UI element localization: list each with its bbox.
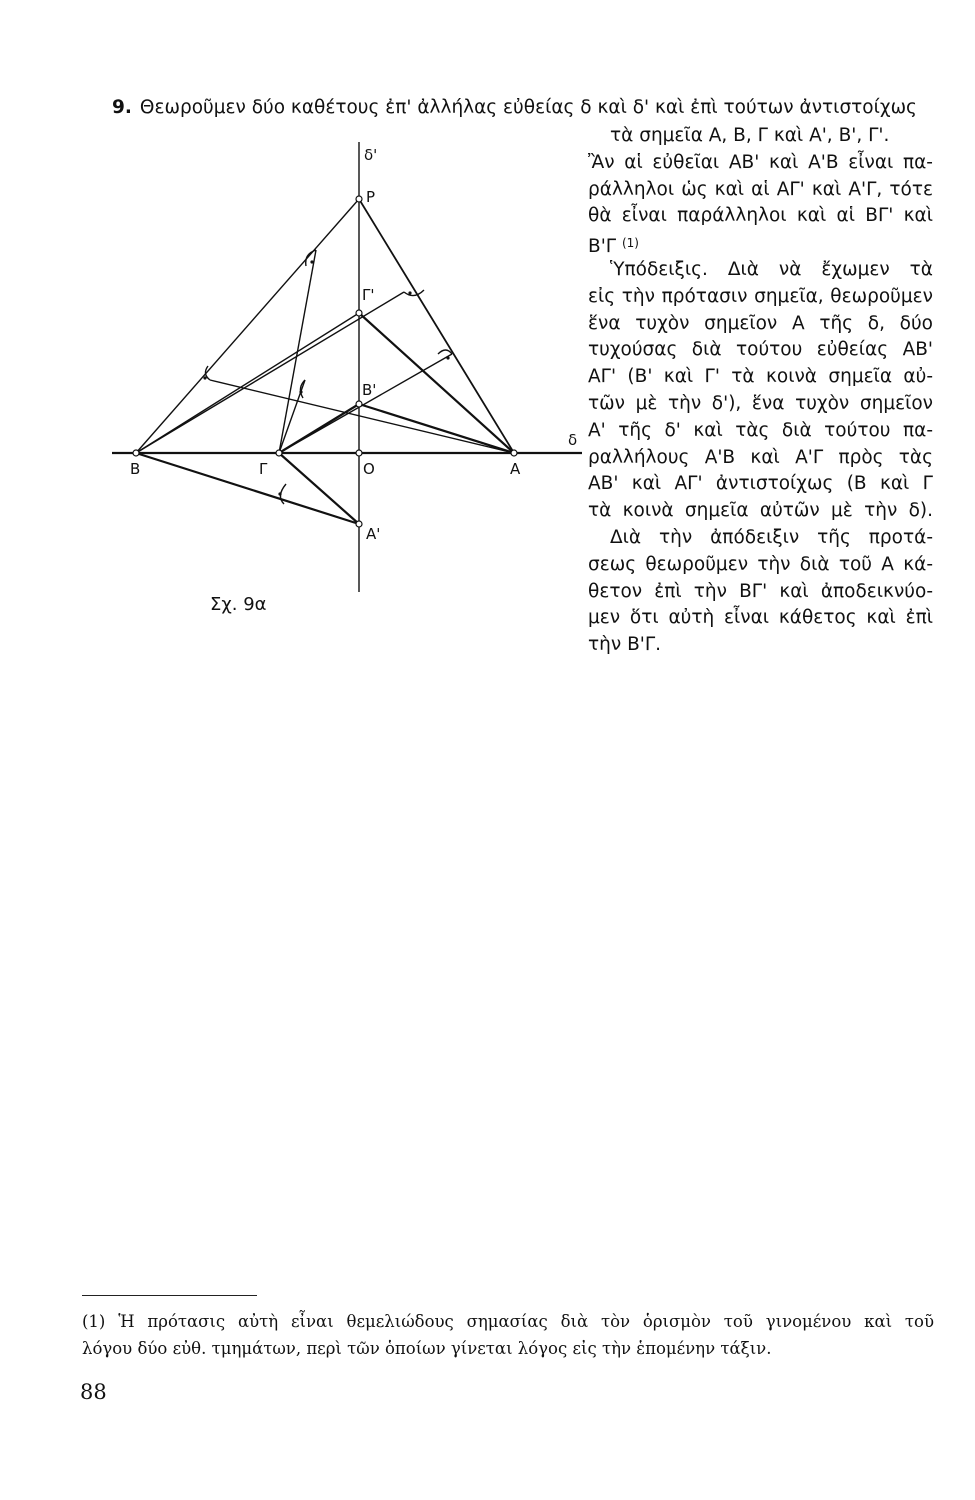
figure-caption: Σχ. 9α — [210, 594, 267, 615]
text-line: ραλλήλους Α'Β καὶ Α'Γ πρὸς τὰς — [588, 446, 933, 468]
point-B-prime — [356, 401, 362, 407]
text-line: Ἂν αἱ εὐθεῖαι ΑΒ' καὶ Α'Β εἶναι πα- — [588, 151, 933, 173]
perpendicular-G-to-PB — [279, 250, 316, 453]
text-line: τῶν μὲ τὴν δ'), ἕνα τυχὸν σημεῖον — [588, 392, 933, 414]
problem-text-column — [588, 123, 933, 659]
text-line: ΑΒ' καὶ ΑΓ' ἀντιστοίχως (Β καὶ Γ — [588, 473, 933, 495]
segment-A-prime-G — [279, 453, 359, 524]
segment-AG-prime — [359, 313, 514, 453]
segment-PB — [136, 199, 359, 453]
segment-PA — [359, 199, 514, 453]
label-A: Α — [510, 460, 521, 478]
point-G-prime — [356, 310, 362, 316]
label-G-prime: Γ' — [362, 286, 375, 304]
text-line: ΑΓ' (Β' καὶ Γ' τὰ κοινὰ σημεῖα αὐ- — [588, 366, 933, 388]
perpendicular-B-to-PA — [136, 292, 404, 453]
point-B — [133, 450, 139, 456]
segment-AB-prime — [359, 404, 514, 453]
text-line-content: Β'Γ — [588, 236, 617, 258]
label-d-prime: δ' — [364, 146, 378, 164]
point-P — [356, 196, 362, 202]
label-G: Γ — [259, 460, 268, 478]
text-line: Διὰ τὴν ἀπόδειξιν τῆς προτά- — [610, 526, 933, 548]
text-line: ράλληλοι ὡς καὶ αἱ ΑΓ' καὶ Α'Γ, τότε — [588, 178, 933, 200]
label-O: Ο — [363, 460, 375, 478]
footnote-line: (1) Ἡ πρότασις αὐτὴ εἶναι θεμελιώδους σημασίας διὰ τὸν ὁρισμὸν τοῦ γινομένου καὶ τοῦ — [82, 1312, 934, 1331]
footnote-divider — [82, 1295, 257, 1296]
text-line: τὰ κοινὰ σημεῖα αὐτῶν μὲ τὴν δ). — [588, 500, 933, 522]
label-B-prime: Β' — [362, 381, 377, 399]
text-line: μεν ὅτι αὐτὴ εἶναι κάθετος καὶ ἐπὶ — [588, 607, 933, 629]
label-P: Ρ — [366, 188, 376, 206]
footnote — [82, 1308, 934, 1362]
problem-first-line — [112, 96, 932, 120]
label-A-prime: Α' — [366, 525, 381, 543]
problem-number: 9. — [112, 97, 132, 118]
label-B: Β — [130, 460, 141, 478]
page-number: 88 — [80, 1380, 107, 1404]
text-line: ἕνα τυχὸν σημεῖον Α τῆς δ, δύο — [588, 312, 933, 334]
text-line: τὰ σημεῖα Α, Β, Γ καὶ Α', Β', Γ'. — [610, 125, 890, 146]
segment-BG-prime — [136, 313, 359, 453]
right-angle-mark — [438, 350, 452, 354]
geometry-figure — [100, 120, 590, 600]
text-line: Ὑπόδειξις. Διὰ νὰ ἔχωμεν τὰ — [610, 258, 933, 280]
point-A — [511, 450, 517, 456]
text-line: τυχούσας διὰ τούτου εὐθείας ΑΒ' — [588, 339, 933, 361]
footnote-reference[interactable]: (1) — [621, 236, 639, 251]
label-d: δ — [568, 431, 578, 449]
point-A-prime — [356, 521, 362, 527]
text-line: τὴν Β'Γ. — [588, 634, 662, 656]
text-line: θετον ἐπὶ τὴν ΒΓ' καὶ ἀποδεικνύο- — [588, 580, 933, 602]
problem-first-line-text: Θεωροῦμεν δύο καθέτους ἐπ' ἀλλήλας εὐθείας δ καὶ δ' καὶ ἐπὶ τούτων ἀντιστοίχως — [139, 97, 917, 118]
point-O — [356, 450, 362, 456]
text-line: θὰ εἶναι παράλληλοι καὶ αἱ ΒΓ' καὶ — [588, 205, 933, 227]
text-line: εἰς τὴν πρότασιν σημεῖα, θεωροῦμεν — [588, 285, 933, 307]
segment-A-prime-B — [136, 453, 359, 524]
footnote-line: λόγου δύο εὐθ. τμημάτων, περὶ τῶν ὁποίων γίνεται λόγος εἰς τὴν ἑπομένην τάξιν. — [82, 1339, 772, 1358]
point-G — [276, 450, 282, 456]
text-line — [588, 230, 933, 257]
text-line: σεως θεωροῦμεν τὴν διὰ τοῦ Α κά- — [588, 553, 933, 575]
text-line: Α' τῆς δ' καὶ τὰς διὰ τούτου πα- — [588, 419, 933, 441]
